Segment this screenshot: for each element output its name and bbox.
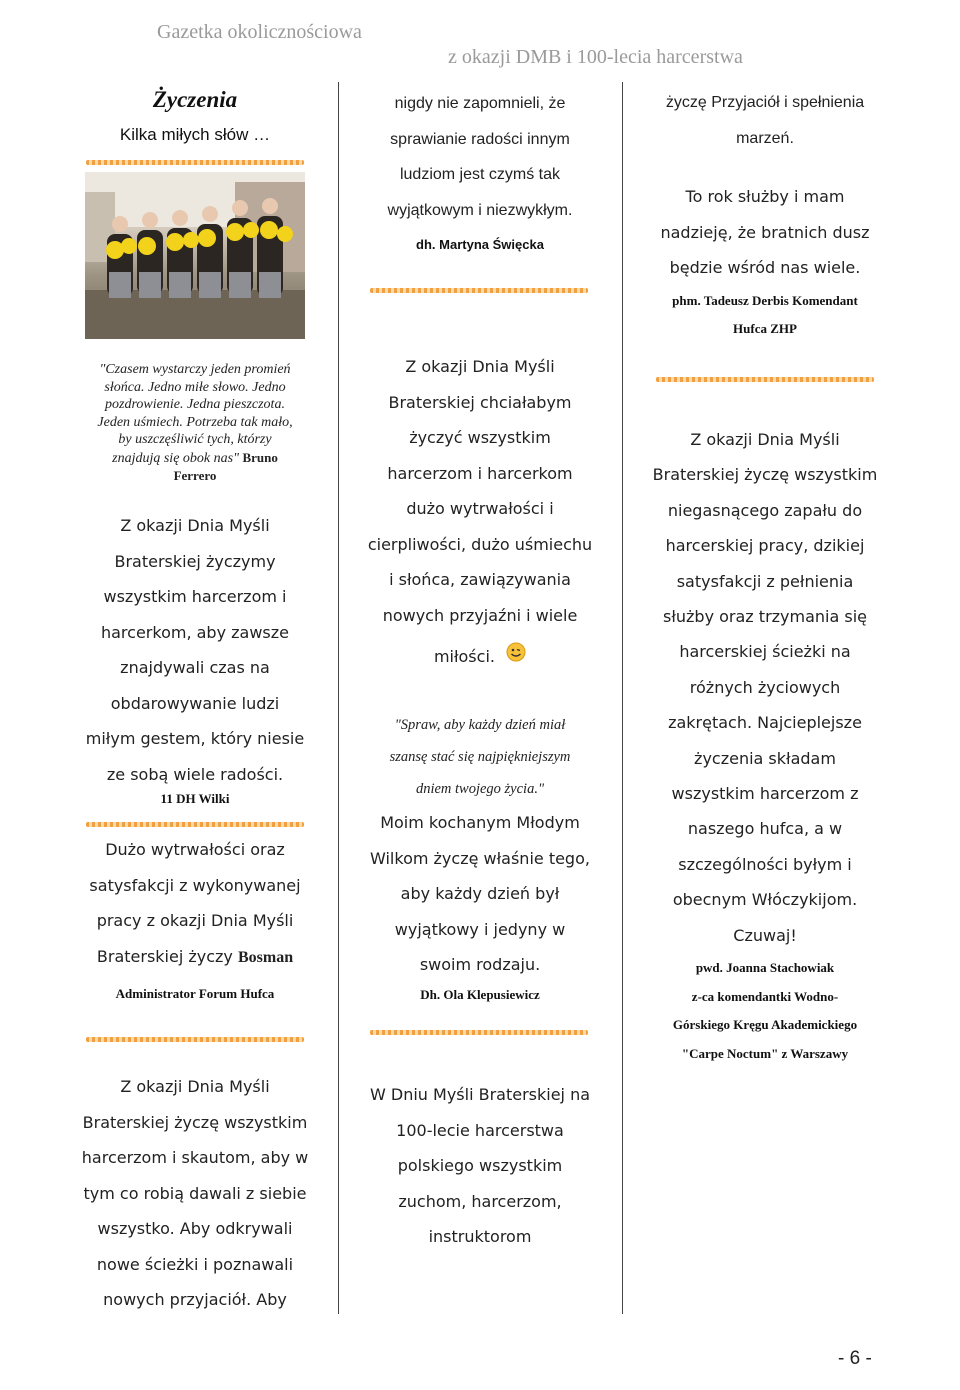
text-line: szczególności byłym i (678, 854, 852, 874)
text-line: harcerskiej pracy, dzikiej (665, 536, 865, 556)
text-line: polskiego wszystkim (397, 1156, 563, 1175)
text-line: różnych życiowych (689, 677, 841, 697)
page-subtitle: Kilka miłych słów … (119, 125, 271, 144)
text-line: Moim kochanym Młodym (380, 813, 580, 832)
text-line: zuchom, harcerzom, (398, 1191, 562, 1211)
text-line: tym co robią dawali z siebie (83, 1183, 307, 1203)
text-line: miłości. (345, 639, 615, 675)
signature-line: phm. Tadeusz Derbis Komendant (672, 293, 858, 308)
text-line: instruktorom (428, 1227, 532, 1246)
text-line: pracy z okazji Dnia Myśli (96, 911, 294, 930)
text-line: nowych przyjaciół. Aby (103, 1290, 287, 1309)
text-line: znajdywali czas na (120, 658, 270, 677)
text-line: nowe ścieżki i poznawali (96, 1254, 294, 1274)
text-line: obdarowywanie ludzi (110, 693, 280, 713)
wish-block-7 (630, 422, 900, 953)
text-line: nadzieję, że bratnich dusz (660, 222, 870, 242)
quote-line: słońca. Jedno miłe słowo. Jedno (104, 379, 286, 395)
text-line: służby oraz trzymania się (663, 607, 867, 627)
text-line: Z okazji Dnia Myśli (120, 1077, 270, 1096)
text-line: cierpliwości, dużo uśmiechu (367, 534, 593, 554)
signature-6 (630, 954, 900, 1068)
signature-4: Dh. Ola Klepusiewicz (420, 987, 540, 1002)
text-line: naszego hufca, a w (687, 819, 843, 839)
text-line: ze sobą wiele radości. (106, 764, 284, 784)
quote-author: Bruno (242, 449, 278, 465)
text-line: wyjątkowy i jedyny w (394, 919, 566, 939)
quote-line: pozdrowienie. Jedna pieszczota. (105, 397, 285, 412)
text-line: Z okazji Dnia Myśli (120, 516, 270, 535)
text-line: To rok służby i mam (685, 187, 845, 206)
text-line: wyjątkowym i niezwykłym. (387, 201, 573, 219)
quote-line: by uszczęśliwić tych, którzy (118, 432, 272, 447)
text-line: Braterskiej życzymy (114, 551, 276, 571)
text-line: marzeń. (736, 129, 794, 147)
text-line: W Dniu Myśli Braterskiej na (369, 1085, 591, 1104)
quote-line: Jeden uśmiech. Potrzeba tak mało, (97, 414, 293, 430)
text-line: Z okazji Dnia Myśli (405, 357, 555, 376)
text-line: swoim rodzaju. (419, 955, 541, 974)
signature-1: 11 DH Wilki (160, 791, 230, 806)
page-title: Życzenia (152, 87, 238, 112)
text-line: wszystkim harcerzom i (103, 587, 287, 606)
quote-author: Ferrero (173, 468, 217, 483)
text-line: dużo wytrwałości i (406, 499, 554, 518)
column-1-bottom (60, 0, 330, 1390)
text-line: ludziom jest czymś tak (399, 166, 561, 183)
text-line: niegasnącego zapału do (667, 500, 863, 520)
text-line: Braterskiej życzę wszystkim (652, 465, 878, 485)
column-divider-2 (622, 82, 623, 1314)
text-line: życzenia składam (694, 748, 836, 768)
page-number: - 6 - (838, 1348, 872, 1369)
signature-line: z-ca komendantki Wodno- (691, 988, 839, 1004)
text-line: obecnym Włóczykijom. (672, 890, 858, 910)
wish-block-3 (60, 1069, 330, 1318)
signature-line: Hufca ZHP (733, 321, 797, 336)
bold-name: Bosman (237, 948, 294, 966)
text-line: wszystkim harcerzom z (671, 784, 859, 804)
column-divider-1 (338, 82, 339, 1314)
text-line: Braterskiej życzy Bosman (96, 946, 294, 966)
text-line: harcerzom i skautom, aby w (81, 1148, 309, 1167)
signature-line: "Carpe Noctum" z Warszawy (681, 1045, 849, 1061)
signature-3: dh. Martyna Święcka (416, 237, 544, 252)
text-line: aby każdy dzień był (400, 884, 560, 903)
text-line: satysfakcji z wykonywanej (89, 875, 301, 895)
signature-line: Górskiego Kręgu Akademickiego (672, 1017, 858, 1032)
text-line: harcerzom i harcerkom (387, 463, 573, 483)
text-line: nigdy nie zapomnieli, że (394, 95, 566, 112)
wish-block-6 (345, 1077, 615, 1255)
text-line: życzyć wszystkim (409, 428, 551, 447)
text-line: Dużo wytrwałości oraz (105, 840, 285, 859)
quote-line: "Czasem wystarczy jeden promień (99, 362, 291, 377)
text-line: Wilkom życzę właśnie tego, (370, 848, 590, 868)
text-line: miłym gestem, który niesie (85, 729, 305, 748)
text-line: Braterskiej chciałabym (388, 392, 572, 412)
text-line: zakrętach. Najcieplejsze (668, 713, 862, 733)
quote-line: znajdują się obok nas" Bruno (112, 449, 278, 466)
text-line: Czuwaj! (733, 925, 797, 945)
column-2-bottom (345, 0, 615, 1390)
signature-line: pwd. Joanna Stachowiak (695, 960, 835, 975)
text-line: sprawianie radości innym (390, 130, 570, 148)
header-center: z okazji DMB i 100-lecia harcerstwa (448, 46, 743, 68)
column-3-body (630, 0, 900, 1390)
text-line: nowych przyjaźni i wiele (382, 605, 578, 625)
quote-line: dniem twojego życia." (415, 781, 545, 797)
quote-line: "Spraw, aby każdy dzień miał (394, 717, 566, 733)
quote-line: szansę stać się najpiękniejszym (389, 749, 571, 765)
text-line: życzę Przyjaciół i spełnienia (665, 94, 865, 111)
text-line: wszystko. Aby odkrywali (97, 1219, 293, 1238)
text-line: harcerkom, aby zawsze (100, 622, 289, 642)
signature-2: Administrator Forum Hufca (115, 986, 275, 1001)
text-line: satysfakcji z pełnienia (676, 571, 854, 591)
text-line: Braterskiej życzę wszystkim (82, 1112, 308, 1132)
text-line: harcerskiej ścieżki na (679, 642, 851, 662)
text-line: będzie wśród nas wiele. (669, 258, 861, 277)
text-line: i słońca, zawiązywania (389, 570, 571, 589)
header-left: Gazetka okolicznościowa (157, 21, 362, 43)
text-line: Z okazji Dnia Myśli (690, 430, 840, 449)
text-line: 100-lecie harcerstwa (396, 1120, 564, 1140)
